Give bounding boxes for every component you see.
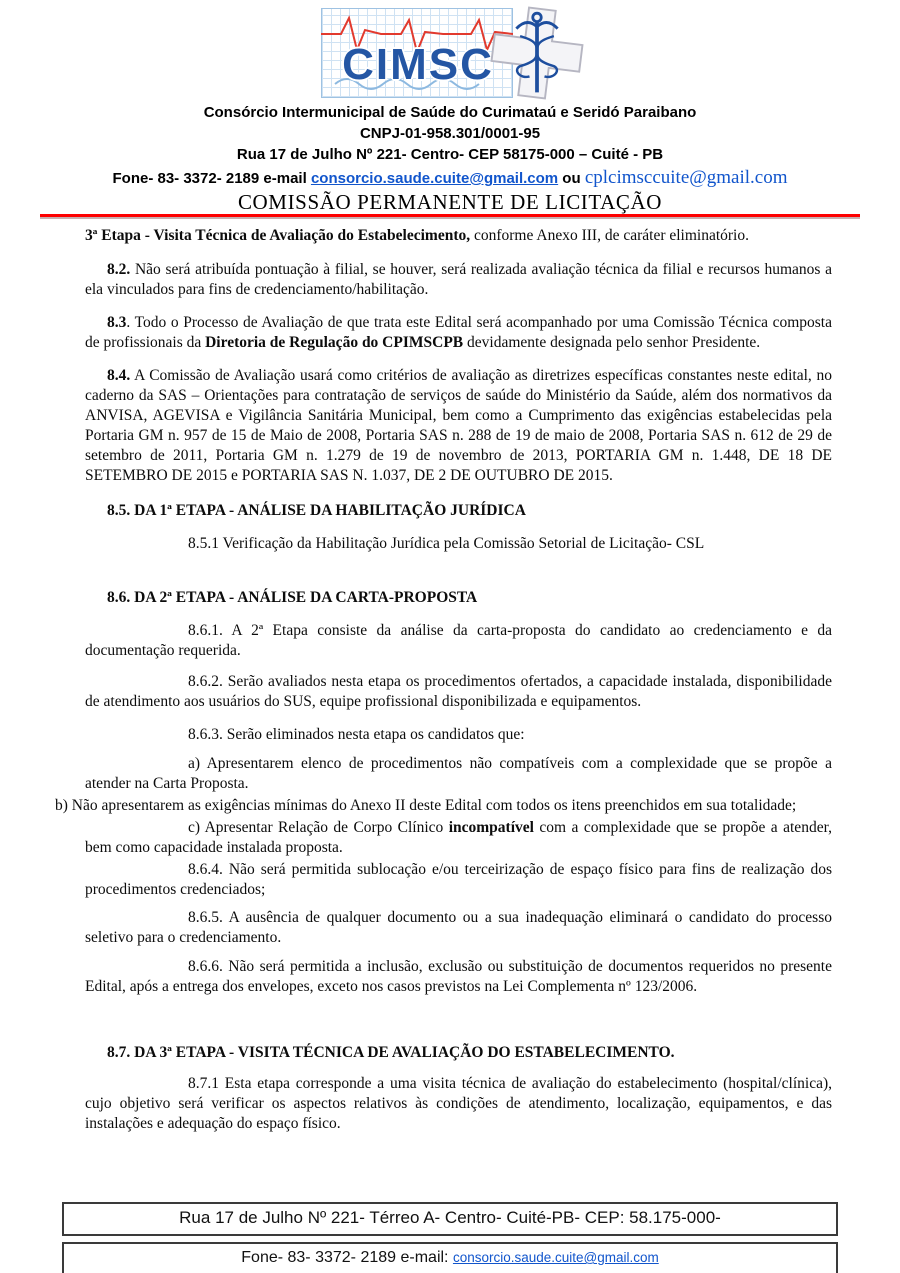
org-name: Consórcio Intermunicipal de Saúde do Curimataú e Seridó Paraibano: [203, 104, 697, 121]
document-header: [0, 0, 900, 217]
paragraph-8-4-text: A Comissão de Avaliação usará como critérios de avaliação as diretrizes específicas constantes neste edital, no caderno da SAS – Orientações para contratação de serviços de saúde do Ministério da Saúde, além dos normativos da ANVISA, AGEVISA e Vigilância Sanitária Municipal, bem como a Cumprimento das exigências estabelecidas pela Portaria GM n. 957 de 15 de Maio de 2008, Portaria SAS n. 288 de 19 de maio de 2008, Portaria SAS n. 612 de 29 de setembro de 2011, Portaria GM n. 1.279 de 19 de novembro de 2013, PORTARIA GM n. 1.448, DE 18 DE SETEMBRO DE 2015 e PORTARIA SAS N. 1.037, DE 2 DE OUTUBRO DE 2015.: [85, 367, 832, 484]
footer-address-text: Rua 17 de Julho Nº 221- Térreo A- Centro- Cuité-PB- CEP: 58.175-000-: [179, 1208, 721, 1227]
footer-address-box: [62, 1202, 838, 1236]
caduceus-icon: [507, 8, 567, 98]
paragraph-8-2-text: Não será atribuída pontuação à filial, se houver, será realizada avaliação técnica da filial e recursos humanos a ela vinculados para fins de credenciamento/habilitação.: [85, 261, 832, 298]
heading-8-6: 8.6. DA 2ª ETAPA - ANÁLISE DA CARTA-PROPOSTA: [107, 589, 478, 606]
paragraph-8-6-5: 8.6.5. A ausência de qualquer documento ou a sua inadequação eliminará o candidato do processo seletivo para o credenciamento.: [85, 909, 832, 946]
paragraph-8-3-number: 8.3: [107, 314, 127, 331]
org-contact-line: [0, 167, 900, 189]
document-body: [55, 226, 832, 1134]
footer-phone-box: [62, 1242, 838, 1273]
paragraph-8-4: [85, 366, 832, 486]
paragraph-8-7-1: 8.7.1 Esta etapa corresponde a uma visita técnica de avaliação do estabelecimento (hospital/clínica), cujo objetivo será verificar os aspectos relativos às condições de atendimento, localização, equipamentos, e das instalações e adequação do espaço físico.: [85, 1075, 832, 1132]
paragraph-8-4-number: 8.4.: [107, 367, 131, 384]
heading-8-5: 8.5. DA 1ª ETAPA - ANÁLISE DA HABILITAÇÃO JURÍDICA: [107, 502, 526, 519]
paragraph-8-3-bold: Diretoria de Regulação do CPIMSCPB: [205, 334, 464, 351]
contact-separator: ou: [558, 170, 585, 187]
list-item-a: a) Apresentarem elenco de procedimentos não compatíveis com a complexidade que se propõe a atender na Carta Proposta.: [85, 755, 832, 792]
footer-phone-text: Fone- 83- 3372- 2189 e-mail:: [241, 1249, 453, 1266]
paragraph-8-6-4: 8.6.4. Não será permitida sublocação e/ou terceirização de espaço físico para fins de realização dos procedimentos credenciados;: [85, 861, 832, 898]
commission-title: COMISSÃO PERMANENTE DE LICITAÇÃO: [237, 190, 663, 214]
paragraph-8-6-2: 8.6.2. Serão avaliados nesta etapa os procedimentos ofertados, a capacidade instalada, disponibilidade de atendimento aos usuários do SUS, equipe profissional disponibilizada e equipamentos.: [85, 673, 832, 710]
paragraph-8-2: [85, 260, 832, 300]
org-address: Rua 17 de Julho Nº 221- Centro- CEP 58175-000 – Cuité - PB: [236, 146, 664, 163]
paragraph-8-2-number: 8.2.: [107, 261, 131, 278]
footer-email-link[interactable]: consorcio.saude.cuite@gmail.com: [452, 1250, 659, 1265]
page-footer: [0, 1202, 900, 1273]
paragraph-etapa3: [85, 226, 832, 246]
paragraph-8-3-text2: devidamente designada pelo senhor Presidente.: [463, 334, 761, 351]
list-item-c-bold: incompatível: [448, 819, 534, 836]
list-item-c-text1: c) Apresentar Relação de Corpo Clínico: [188, 819, 449, 836]
paragraph-8-6-3: 8.6.3. Serão eliminados nesta etapa os candidatos que:: [188, 726, 525, 743]
heading-8-7: 8.7. DA 3ª ETAPA - VISITA TÉCNICA DE AVALIAÇÃO DO ESTABELECIMENTO.: [107, 1044, 675, 1061]
red-divider-rule: [40, 214, 860, 217]
paragraph-etapa3-bold: 3ª Etapa - Visita Técnica de Avaliação do Estabelecimento,: [85, 227, 471, 244]
paragraph-8-3: [85, 313, 832, 353]
cimsc-logo: [315, 4, 585, 102]
paragraph-etapa3-rest: conforme Anexo III, de caráter eliminatório.: [470, 227, 749, 244]
paragraph-8-6-1: 8.6.1. A 2ª Etapa consiste da análise da carta-proposta do candidato ao credenciamento e da documentação requerida.: [85, 622, 832, 659]
logo-wordmark: CIMSC: [342, 40, 494, 89]
email-link-primary[interactable]: consorcio.saude.cuite@gmail.com: [310, 170, 559, 187]
paragraph-8-5-1: 8.5.1 Verificação da Habilitação Jurídica pela Comissão Setorial de Licitação- CSL: [188, 535, 705, 552]
list-item-c-text2: com a complexidade que se propõe a atender, bem como capacidade instalada proposta.: [85, 819, 832, 856]
paragraph-8-6-6: 8.6.6. Não será permitida a inclusão, exclusão ou substituição de documentos requeridos no presente Edital, após a entrega dos envelopes, exceto nos casos previstos na Lei Complementa nº 123/2006.: [85, 958, 832, 995]
list-item-b: b) Não apresentarem as exigências mínimas do Anexo II deste Edital com todos os itens preenchidos em sua totalidade;: [55, 797, 797, 814]
email-link-secondary[interactable]: cplcimsccuite@gmail.com: [584, 167, 788, 188]
paragraph-8-3-text1: . Todo o Processo de Avaliação de que trata este Edital será acompanhado por uma Comissão Técnica composta de profissionais da: [85, 314, 832, 351]
org-cnpj: CNPJ-01-958.301/0001-95: [359, 125, 541, 142]
list-item-c: [85, 818, 832, 858]
contact-prefix: Fone- 83- 3372- 2189 e-mail: [112, 170, 311, 187]
